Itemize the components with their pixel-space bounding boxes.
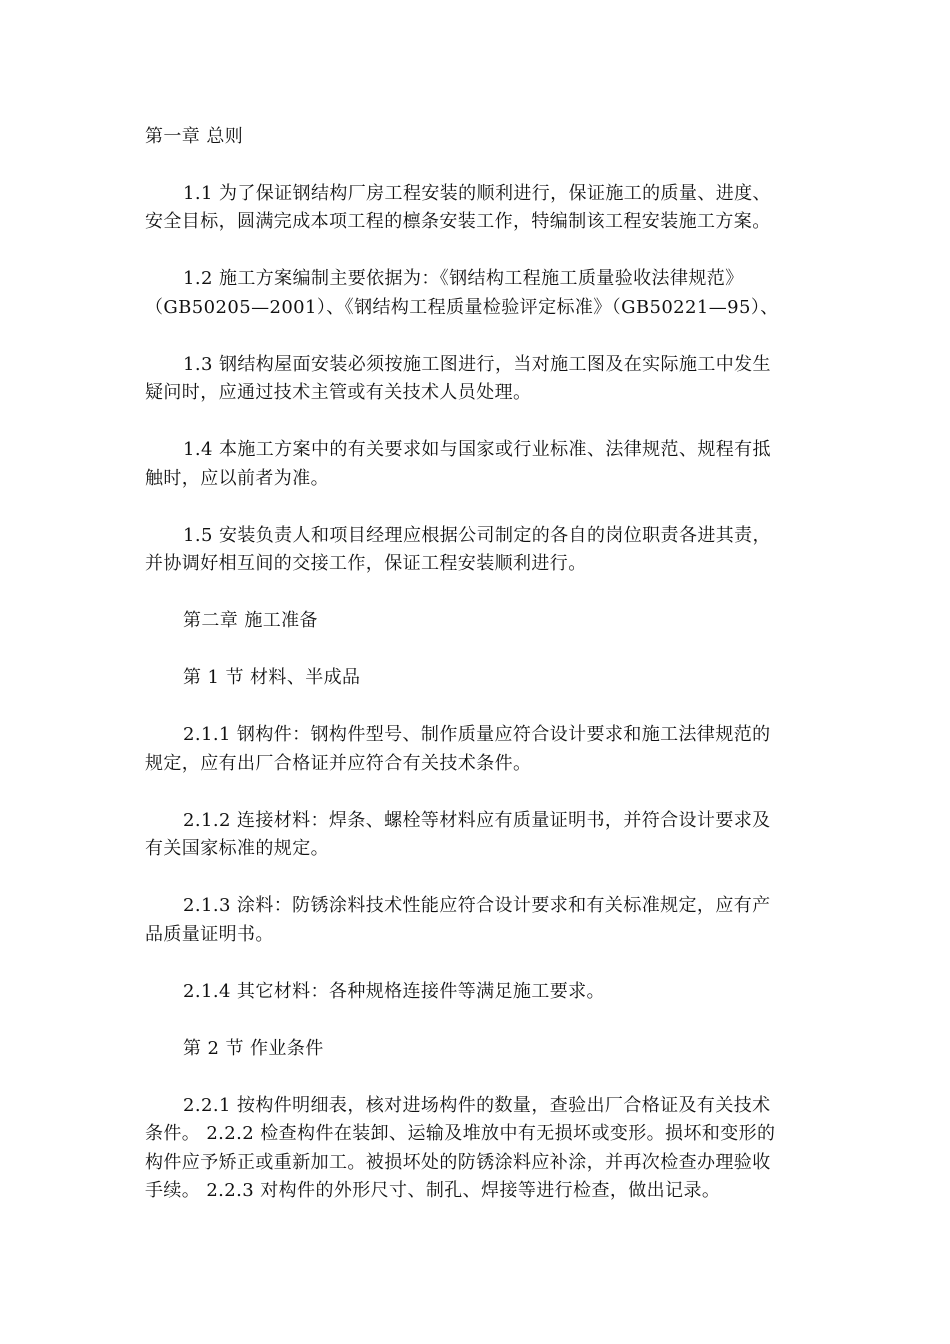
paragraph-1-4-line-2: 触时，应以前者为准。 (145, 468, 329, 489)
paragraph-2-1-2-line-1: 2.1.2 连接材料：焊条、螺栓等材料应有质量证明书，并符合设计要求及 (183, 810, 771, 831)
paragraph-2-1-1-line-1: 2.1.1 钢构件：钢构件型号、制作质量应符合设计要求和施工法律规范的 (183, 724, 771, 745)
paragraph-2-1-2-line-2: 有关国家标准的规定。 (145, 838, 329, 859)
chapter-2-title: 第二章 施工准备 (183, 610, 318, 631)
chapter-1-title: 第一章 总则 (145, 126, 244, 147)
paragraph-2-2-line-2: 条件。 2.2.2 检查构件在装卸、运输及堆放中有无损坏或变形。损坏和变形的 (145, 1123, 776, 1144)
section-2-title: 第 2 节 作业条件 (183, 1038, 324, 1059)
paragraph-2-1-4: 2.1.4 其它材料：各种规格连接件等满足施工要求。 (183, 981, 605, 1002)
paragraph-2-1-3-line-2: 品质量证明书。 (145, 924, 274, 945)
paragraph-2-2-line-3: 构件应予矫正或重新加工。被损坏处的防锈涂料应补涂，并再次检查办理验收 (145, 1152, 771, 1173)
paragraph-1-5-line-2: 并协调好相互间的交接工作，保证工程安装顺利进行。 (145, 553, 587, 574)
paragraph-2-2-line-4: 手续。 2.2.3 对构件的外形尺寸、制孔、焊接等进行检查，做出记录。 (145, 1180, 721, 1201)
section-1-title: 第 1 节 材料、半成品 (183, 667, 361, 688)
paragraph-1-3-line-2: 疑问时，应通过技术主管或有关技术人员处理。 (145, 382, 532, 403)
paragraph-1-3-line-1: 1.3 钢结构屋面安装必须按施工图进行，当对施工图及在实际施工中发生 (183, 354, 771, 375)
paragraph-1-1-line-2: 安全目标，圆满完成本项工程的檩条安装工作，特编制该工程安装施工方案。 (145, 211, 771, 232)
paragraph-2-1-3-line-1: 2.1.3 涂料：防锈涂料技术性能应符合设计要求和有关标准规定，应有产 (183, 895, 771, 916)
paragraph-1-1-line-1: 1.1 为了保证钢结构厂房工程安装的顺利进行，保证施工的质量、进度、 (183, 183, 771, 204)
paragraph-1-2-line-1: 1.2 施工方案编制主要依据为：《钢结构工程施工质量验收法律规范》 (183, 268, 744, 289)
paragraph-2-2-line-1: 2.2.1 按构件明细表，核对进场构件的数量，查验出厂合格证及有关技术 (183, 1095, 771, 1116)
paragraph-2-1-1-line-2: 规定，应有出厂合格证并应符合有关技术条件。 (145, 753, 532, 774)
paragraph-1-2-line-2: （GB50205—2001）、《钢结构工程质量检验评定标准》（GB50221—95）、 (145, 297, 779, 318)
paragraph-1-5-line-1: 1.5 安装负责人和项目经理应根据公司制定的各自的岗位职责各进其责， (183, 525, 771, 546)
paragraph-1-4-line-1: 1.4 本施工方案中的有关要求如与国家或行业标准、法律规范、规程有抵 (183, 439, 771, 460)
